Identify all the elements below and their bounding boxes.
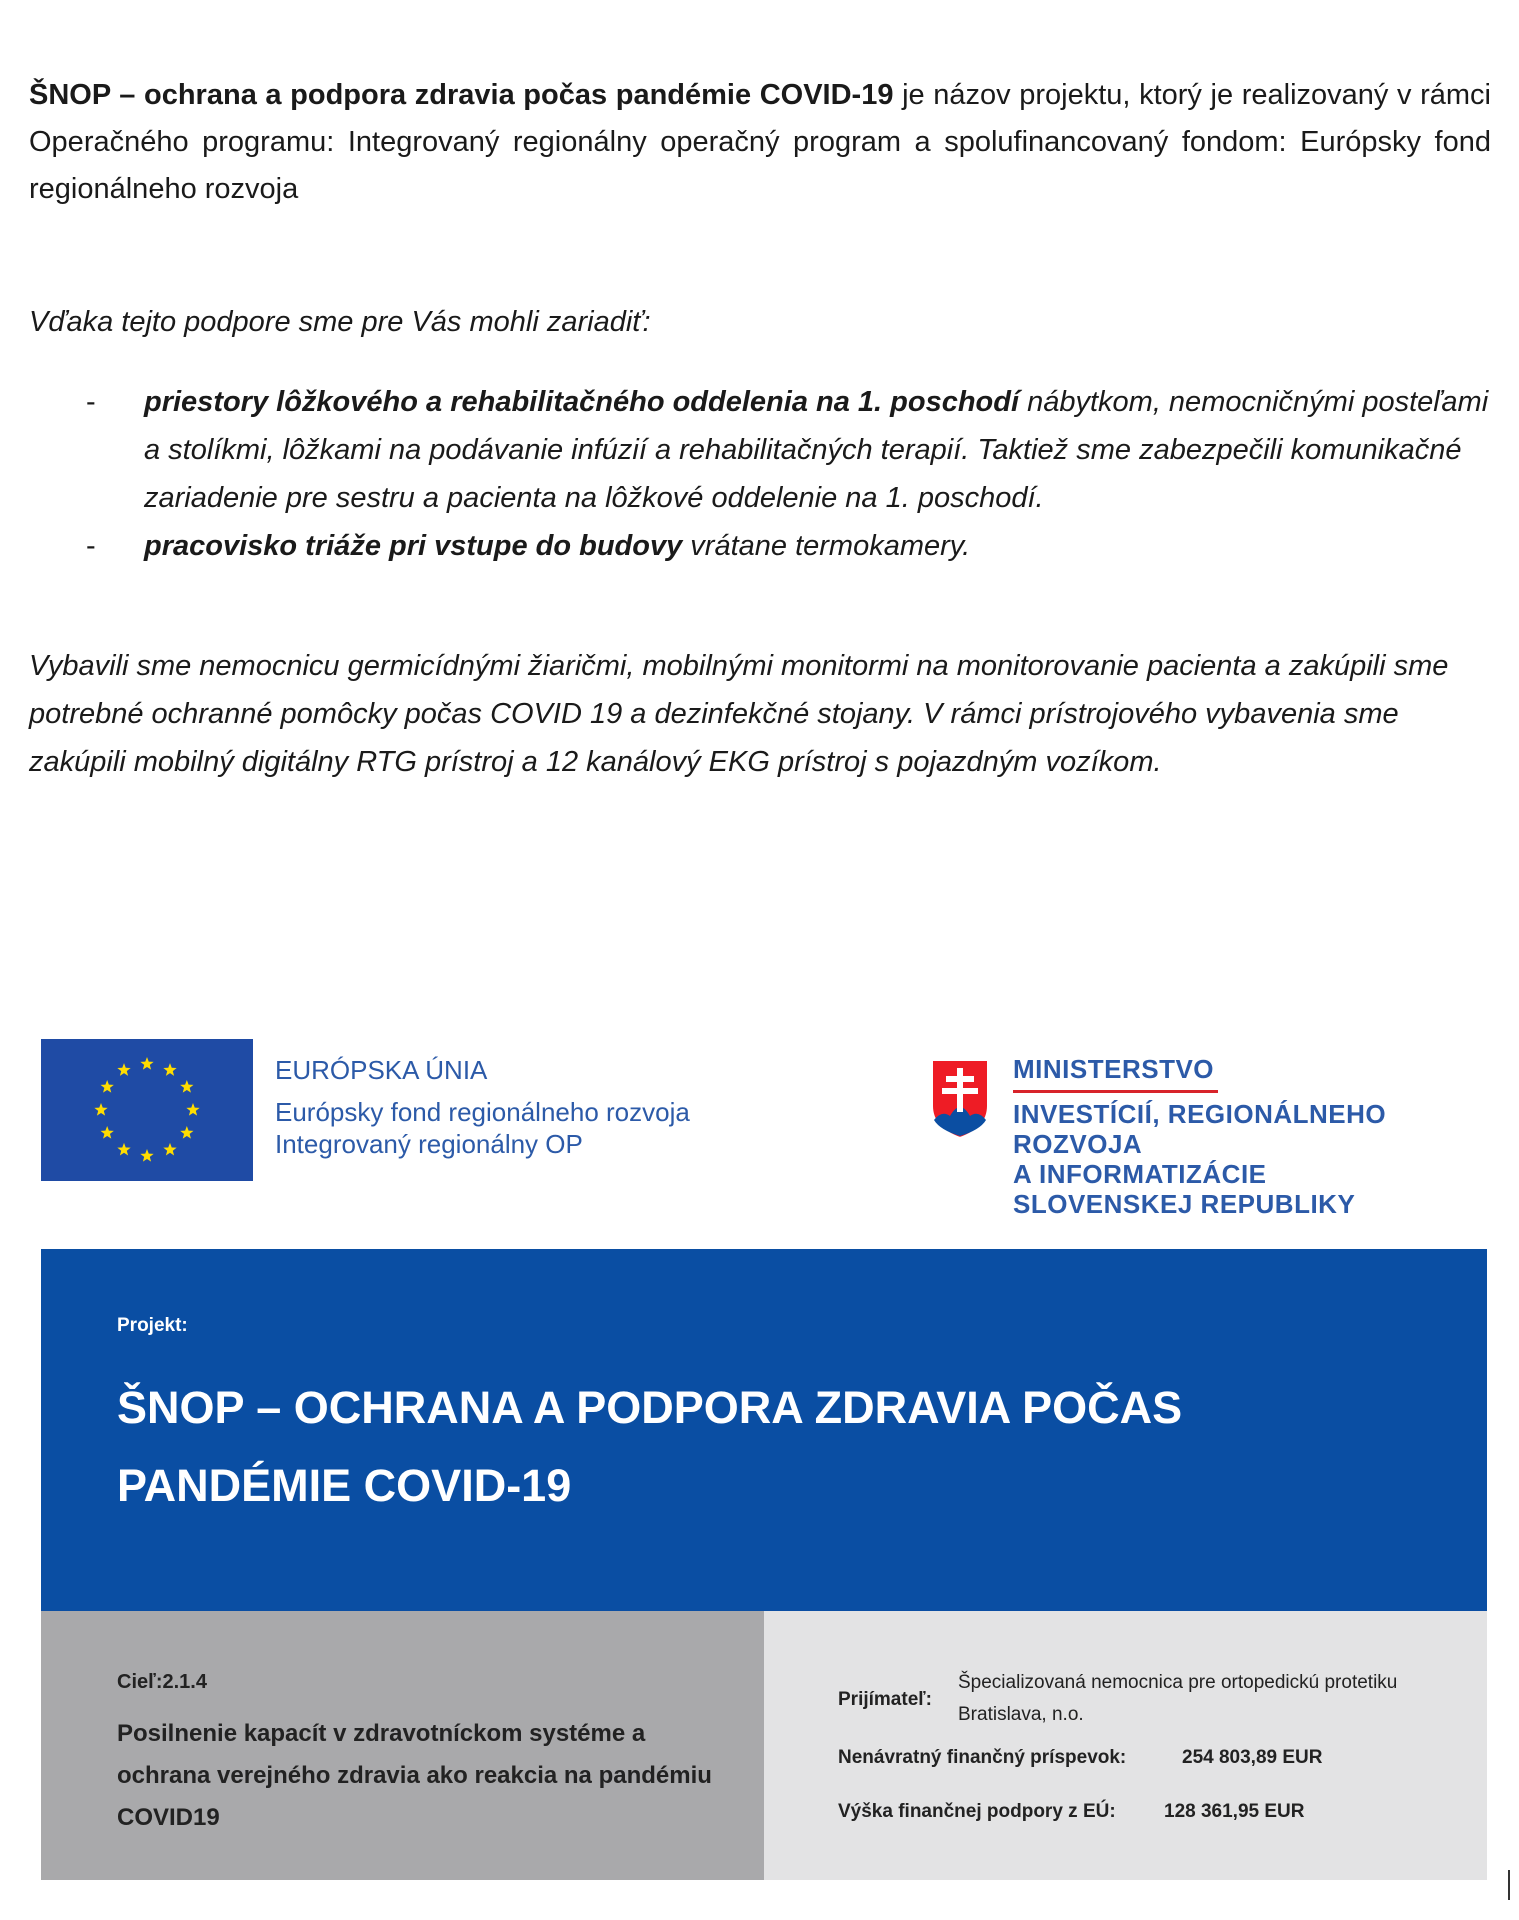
list-item: [29, 378, 1491, 522]
equipment-list: [29, 378, 1491, 570]
goal-panel: [41, 1611, 764, 1880]
grant-label: Nenávratný finančný príspevok:: [838, 1747, 1127, 1768]
list-item: [29, 522, 1491, 570]
grant-value: 254 803,89 EUR: [1182, 1747, 1323, 1768]
ministry-line4: SLOVENSKEJ REPUBLIKY: [1013, 1189, 1356, 1219]
goal-label: Cieľ:2.1.4: [117, 1671, 207, 1693]
list-item-rest: nábytkom, nemocničnými posteľami a stolíkmi, lôžkami na podávanie infúzií a rehabilitačných terapií. Taktiež sme zabezpečili komunikačné zariadenie pre sestru a pacienta na lôžkové oddelenie na 1. poschodí.: [144, 386, 1489, 514]
ministry-title: MINISTERSTVO: [1013, 1054, 1218, 1093]
eu-star-icon: [140, 1057, 153, 1070]
list-item-bold: priestory lôžkového a rehabilitačného oddelenia na 1. poschodí: [144, 386, 1020, 418]
eu-star-icon: [163, 1143, 176, 1156]
dash-marker: -: [86, 530, 96, 562]
eu-star-icon: [101, 1080, 114, 1093]
recipient-label: Prijímateľ:: [838, 1689, 932, 1710]
details-panel: [764, 1611, 1487, 1880]
project-title: ŠNOP – OCHRANA A PODPORA ZDRAVIA POČAS PANDÉMIE COVID-19: [117, 1382, 1183, 1511]
project-banner: [41, 1249, 1487, 1611]
eu-star-icon: [180, 1126, 193, 1139]
intro-paragraph: [29, 72, 1491, 213]
list-item-bold: pracovisko triáže pri vstupe do budovy: [144, 530, 683, 562]
eu-star-icon: [180, 1080, 193, 1093]
text-cursor: [1508, 1870, 1510, 1900]
dash-marker: -: [86, 386, 96, 418]
eu-star-icon: [117, 1063, 130, 1076]
list-item-rest: vrátane termokamery.: [682, 530, 971, 562]
slovak-coat-of-arms-icon: [930, 1058, 990, 1140]
project-name-bold: ŠNOP – ochrana a podpora zdravia počas pandémie COVID-19: [29, 79, 894, 111]
eu-star-icon: [117, 1143, 130, 1156]
eu-support-label: Výška finančnej podpory z EÚ:: [838, 1801, 1116, 1822]
eu-star-icon: [163, 1063, 176, 1076]
eu-logo-text: [275, 1054, 690, 1160]
recipient-value: Špecializovaná nemocnica pre ortopedickú protetiku Bratislava, n.o.: [958, 1672, 1398, 1725]
eu-flag-icon: [41, 1039, 253, 1181]
eu-star-icon: [94, 1103, 107, 1116]
goal-text: Posilnenie kapacít v zdravotníckom systéme a ochrana verejného zdravia ako reakcia na pandémiu COVID19: [117, 1720, 712, 1831]
eu-star-icon: [186, 1103, 199, 1116]
ministry-logo-text: [1013, 1054, 1519, 1219]
eu-fund: Európsky fond regionálneho rozvoja: [275, 1097, 690, 1127]
ministry-line3: A INFORMATIZÁCIE: [1013, 1159, 1267, 1189]
eu-support-value: 128 361,95 EUR: [1164, 1801, 1305, 1822]
equipment-paragraph: Vybavili sme nemocnicu germicídnými žiaričmi, mobilnými monitormi na monitorovanie pacienta a zakúpili sme potrebné ochranné pomôcky počas COVID 19 a dezinfekčné stojany. V rámci prístrojového vybavenia sme zakúpili mobilný digitálny RTG prístroj a 12 kanálový EKG prístroj s pojazdným vozíkom.: [29, 650, 1449, 778]
eu-program: Integrovaný regionálny OP: [275, 1129, 583, 1159]
eu-star-icon: [101, 1126, 114, 1139]
eu-title: EURÓPSKA ÚNIA: [275, 1055, 488, 1085]
lead-text: Vďaka tejto podpore sme pre Vás mohli zariadiť:: [29, 306, 651, 338]
ministry-line2: INVESTÍCIÍ, REGIONÁLNEHO ROZVOJA: [1013, 1099, 1387, 1159]
eu-star-icon: [140, 1149, 153, 1162]
intro-rest: je názov projektu, ktorý je realizovaný v rámci Operačného programu: Integrovaný regionálny operačný program a spolufinancovaný fondom: Európsky fond regionálneho rozvoja: [29, 79, 1491, 205]
project-label: Projekt:: [117, 1315, 188, 1336]
